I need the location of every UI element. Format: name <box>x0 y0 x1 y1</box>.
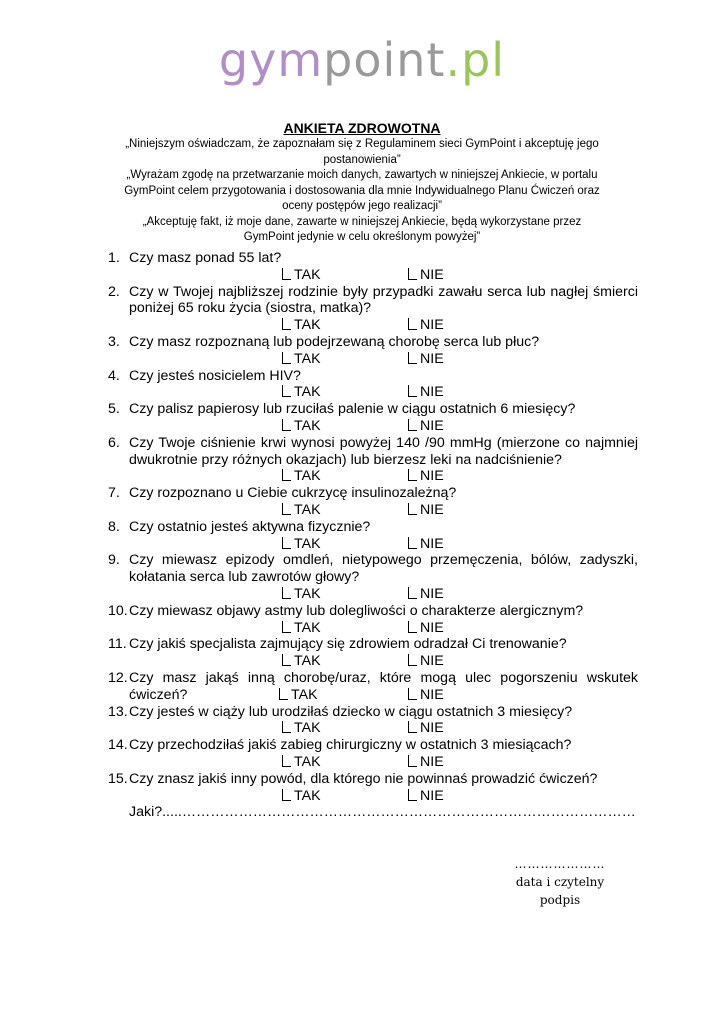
checkbox-icon[interactable] <box>282 621 291 633</box>
yes-label: TAK <box>294 753 321 770</box>
no-option[interactable] <box>408 620 444 637</box>
question-number: 8. <box>108 518 120 535</box>
answer-row <box>129 754 638 771</box>
logo-dot: . <box>445 33 462 87</box>
no-label: NIE <box>420 417 444 434</box>
yes-option[interactable] <box>282 351 321 368</box>
yes-option[interactable] <box>282 317 321 334</box>
question-number: 3. <box>108 333 120 350</box>
question-1 <box>108 250 638 284</box>
checkbox-icon[interactable] <box>282 419 291 431</box>
yes-option[interactable] <box>282 468 321 485</box>
no-option[interactable] <box>408 502 444 519</box>
yes-label: TAK <box>294 501 321 518</box>
no-option[interactable] <box>408 653 444 670</box>
signature-label: data i czytelny podpis <box>515 875 605 907</box>
answer-row <box>129 267 638 284</box>
question-number: 4. <box>108 367 120 384</box>
answer-row <box>129 720 638 737</box>
question-text: Czy miewasz objawy astmy lub dolegliwości o charakterze alergicznym? <box>129 602 584 619</box>
no-label: NIE <box>420 317 444 334</box>
answer-row <box>129 468 638 485</box>
no-option[interactable] <box>408 720 444 737</box>
yes-label: TAK <box>294 720 321 737</box>
question-4 <box>108 368 638 402</box>
logo-point: point <box>323 33 446 87</box>
yes-label: TAK <box>294 787 321 804</box>
consent-data-processing: „Wyrażam zgodę na przetwarzanie moich danych, zawartych w niniejszej Ankiecie, w portalu GymPoint celem przygotowania i dostosowania dla mnie Indywidualnego Planu Ćwiczeń oraz oceny postępów jego realizacji” <box>124 169 600 212</box>
yes-option[interactable] <box>282 267 321 284</box>
no-option[interactable] <box>408 788 444 805</box>
checkbox-icon[interactable] <box>408 537 417 549</box>
question-text: Czy jesteś w ciąży lub urodziłaś dziecko w ciągu ostatnich 3 miesięcy? <box>129 703 573 720</box>
checkbox-icon[interactable] <box>282 503 291 515</box>
question-number: 7. <box>108 485 120 502</box>
question-text: Czy masz rozpoznaną lub podejrzewaną chorobę serca lub płuc? <box>129 333 540 350</box>
checkbox-icon[interactable] <box>408 654 417 666</box>
no-label: NIE <box>420 501 444 518</box>
answer-row <box>129 620 638 637</box>
checkbox-icon[interactable] <box>282 789 291 801</box>
no-option[interactable] <box>408 384 444 401</box>
checkbox-icon[interactable] <box>282 469 291 481</box>
yes-label: TAK <box>294 266 321 283</box>
gympoint-logo <box>0 30 724 90</box>
no-label: NIE <box>420 468 444 485</box>
question-12 <box>108 670 638 704</box>
yes-label: TAK <box>294 417 321 434</box>
checkbox-icon[interactable] <box>408 469 417 481</box>
checkbox-icon[interactable] <box>408 688 417 700</box>
checkbox-icon[interactable] <box>408 318 417 330</box>
checkbox-icon[interactable] <box>408 789 417 801</box>
question-text: Czy jesteś nosicielem HIV? <box>129 367 301 384</box>
question-number: 14. <box>108 737 128 754</box>
question-number: 2. <box>108 283 120 300</box>
yes-option[interactable] <box>282 418 321 435</box>
question-9 <box>108 552 638 602</box>
checkbox-icon[interactable] <box>282 537 291 549</box>
no-label: NIE <box>420 753 444 770</box>
questions-list <box>108 250 638 821</box>
no-label: NIE <box>420 266 444 283</box>
yes-label: TAK <box>294 350 321 367</box>
yes-option[interactable] <box>282 384 321 401</box>
checkbox-icon[interactable] <box>408 268 417 280</box>
no-label: NIE <box>420 720 444 737</box>
no-option[interactable] <box>408 351 444 368</box>
no-label: NIE <box>420 535 444 552</box>
no-option[interactable] <box>408 468 444 485</box>
no-option[interactable] <box>408 536 444 553</box>
yes-label: TAK <box>291 686 318 703</box>
checkbox-icon[interactable] <box>408 721 417 733</box>
answer-row <box>129 317 638 334</box>
yes-label: TAK <box>294 317 321 334</box>
no-label: NIE <box>420 585 444 602</box>
yes-option[interactable] <box>282 536 321 553</box>
signature-block <box>500 855 620 909</box>
answer-row <box>129 536 638 553</box>
yes-label: TAK <box>294 535 321 552</box>
question-14 <box>108 737 638 771</box>
answer-row <box>129 788 638 805</box>
question-15 <box>108 771 638 805</box>
document-title: ANKIETA ZDROWOTNA <box>283 120 441 136</box>
question-number: 11. <box>108 636 127 653</box>
checkbox-icon[interactable] <box>408 419 417 431</box>
checkbox-icon[interactable] <box>282 587 291 599</box>
answer-row <box>129 687 638 704</box>
question-text: Czy przechodziłaś jakiś zabieg chirurgiczny w ostatnich 3 miesiącach? <box>129 737 572 754</box>
answer-row <box>129 586 638 603</box>
consent-statements <box>120 137 604 246</box>
question-text: Czy rozpoznano u Ciebie cukrzycę insulinozależną? <box>129 485 457 502</box>
question-text: Czy miewasz epizody omdleń, nietypowego przemęczenia, bólów, zadyszki, kołatania serca lub zawrotów głowy? <box>129 552 638 586</box>
checkbox-icon[interactable] <box>408 755 417 767</box>
signature-line[interactable]: ………………… <box>514 857 606 871</box>
yes-option[interactable] <box>282 788 321 805</box>
question-text: Czy palisz papierosy lub rzuciłaś palenie w ciągu ostatnich 6 miesięcy? <box>129 401 576 418</box>
no-option[interactable] <box>408 754 444 771</box>
yes-option[interactable] <box>282 653 321 670</box>
answer-row <box>129 351 638 368</box>
no-option[interactable] <box>408 418 444 435</box>
checkbox-icon[interactable] <box>408 503 417 515</box>
checkbox-icon[interactable] <box>282 721 291 733</box>
question-text: Czy znasz jakiś inny powód, dla którego nie powinnaś prowadzić ćwiczeń? <box>129 770 598 787</box>
no-option[interactable] <box>408 317 444 334</box>
question-8 <box>108 519 638 553</box>
question-number: 13. <box>108 703 128 720</box>
question-5 <box>108 401 638 435</box>
answer-row <box>129 418 638 435</box>
checkbox-icon[interactable] <box>282 654 291 666</box>
checkbox-icon[interactable] <box>408 352 417 364</box>
question-10 <box>108 603 638 637</box>
question-text: Czy jakiś specjalista zajmujący się zdrowiem odradzał Ci trenowanie? <box>129 636 567 653</box>
yes-option[interactable] <box>282 754 321 771</box>
checkbox-icon[interactable] <box>282 318 291 330</box>
question-number: 5. <box>108 401 120 418</box>
question-13 <box>108 704 638 738</box>
no-label: NIE <box>420 619 444 636</box>
no-option[interactable] <box>408 586 444 603</box>
question-number: 1. <box>108 250 120 266</box>
no-option[interactable] <box>408 267 444 284</box>
checkbox-icon[interactable] <box>408 385 417 397</box>
checkbox-icon[interactable] <box>282 755 291 767</box>
question-number: 10. <box>108 602 128 619</box>
no-label: NIE <box>420 686 444 703</box>
yes-label: TAK <box>294 585 321 602</box>
question-text: Czy masz ponad 55 lat? <box>129 250 282 266</box>
question-number: 6. <box>108 434 120 451</box>
yes-label: TAK <box>294 653 321 670</box>
question-11 <box>108 636 638 670</box>
question-number: 15. <box>108 770 128 787</box>
checkbox-icon[interactable] <box>282 268 291 280</box>
checkbox-icon[interactable] <box>279 688 288 700</box>
no-label: NIE <box>420 787 444 804</box>
consent-data-usage: „Akceptuję fakt, iż moje dane, zawarte w niniejszej Ankiecie, będą wykorzystane przez GymPoint jedynie w celu określonym powyżej” <box>142 215 582 243</box>
question-3 <box>108 334 638 368</box>
question-text: Czy ostatnio jesteś aktywna fizycznie? <box>129 518 371 535</box>
no-label: NIE <box>420 350 444 367</box>
question-text: Czy w Twojej najbliższej rodzinie były przypadki zawału serca lub nagłej śmierci poniżej 65 roku życia (siostra, matka)? <box>129 283 638 317</box>
logo-gym: gym <box>218 33 324 87</box>
yes-option[interactable] <box>282 502 321 519</box>
logo-pl: pl <box>461 33 506 87</box>
yes-label: TAK <box>294 384 321 401</box>
yes-option[interactable] <box>282 720 321 737</box>
yes-option[interactable] <box>279 687 318 704</box>
yes-option[interactable] <box>282 620 321 637</box>
answer-row <box>129 384 638 401</box>
yes-option[interactable] <box>282 586 321 603</box>
question-6 <box>108 435 638 485</box>
question-number: 12. <box>108 669 128 686</box>
checkbox-icon[interactable] <box>408 621 417 633</box>
question-number: 9. <box>108 552 120 569</box>
no-label: NIE <box>420 384 444 401</box>
checkbox-icon[interactable] <box>408 587 417 599</box>
consent-regulations: „Niniejszym oświadczam, że zapoznałam się z Regulaminem sieci GymPoint i akceptuję jego postanowienia” <box>125 138 599 166</box>
question-text: Czy Twoje ciśnienie krwi wynosi powyżej 140 /90 mmHg (mierzone co najmniej dwukrotnie przy różnych okazjach) lub bierzesz leki na nadciśnienie? <box>129 434 638 468</box>
question-2 <box>108 284 638 334</box>
yes-label: TAK <box>294 468 321 485</box>
checkbox-icon[interactable] <box>282 352 291 364</box>
answer-row <box>129 653 638 670</box>
yes-label: TAK <box>294 619 321 636</box>
answer-row <box>129 502 638 519</box>
question-7 <box>108 485 638 519</box>
question-text: Czy masz jakąś inną chorobę/uraz, które mogą ulec pogorszeniu wskutek ćwiczeń? <box>129 669 638 703</box>
checkbox-icon[interactable] <box>282 385 291 397</box>
no-label: NIE <box>420 653 444 670</box>
no-option[interactable] <box>408 687 444 704</box>
other-reason-field[interactable]: Jaki?.....…………………………………………………………………………………… <box>129 804 636 821</box>
